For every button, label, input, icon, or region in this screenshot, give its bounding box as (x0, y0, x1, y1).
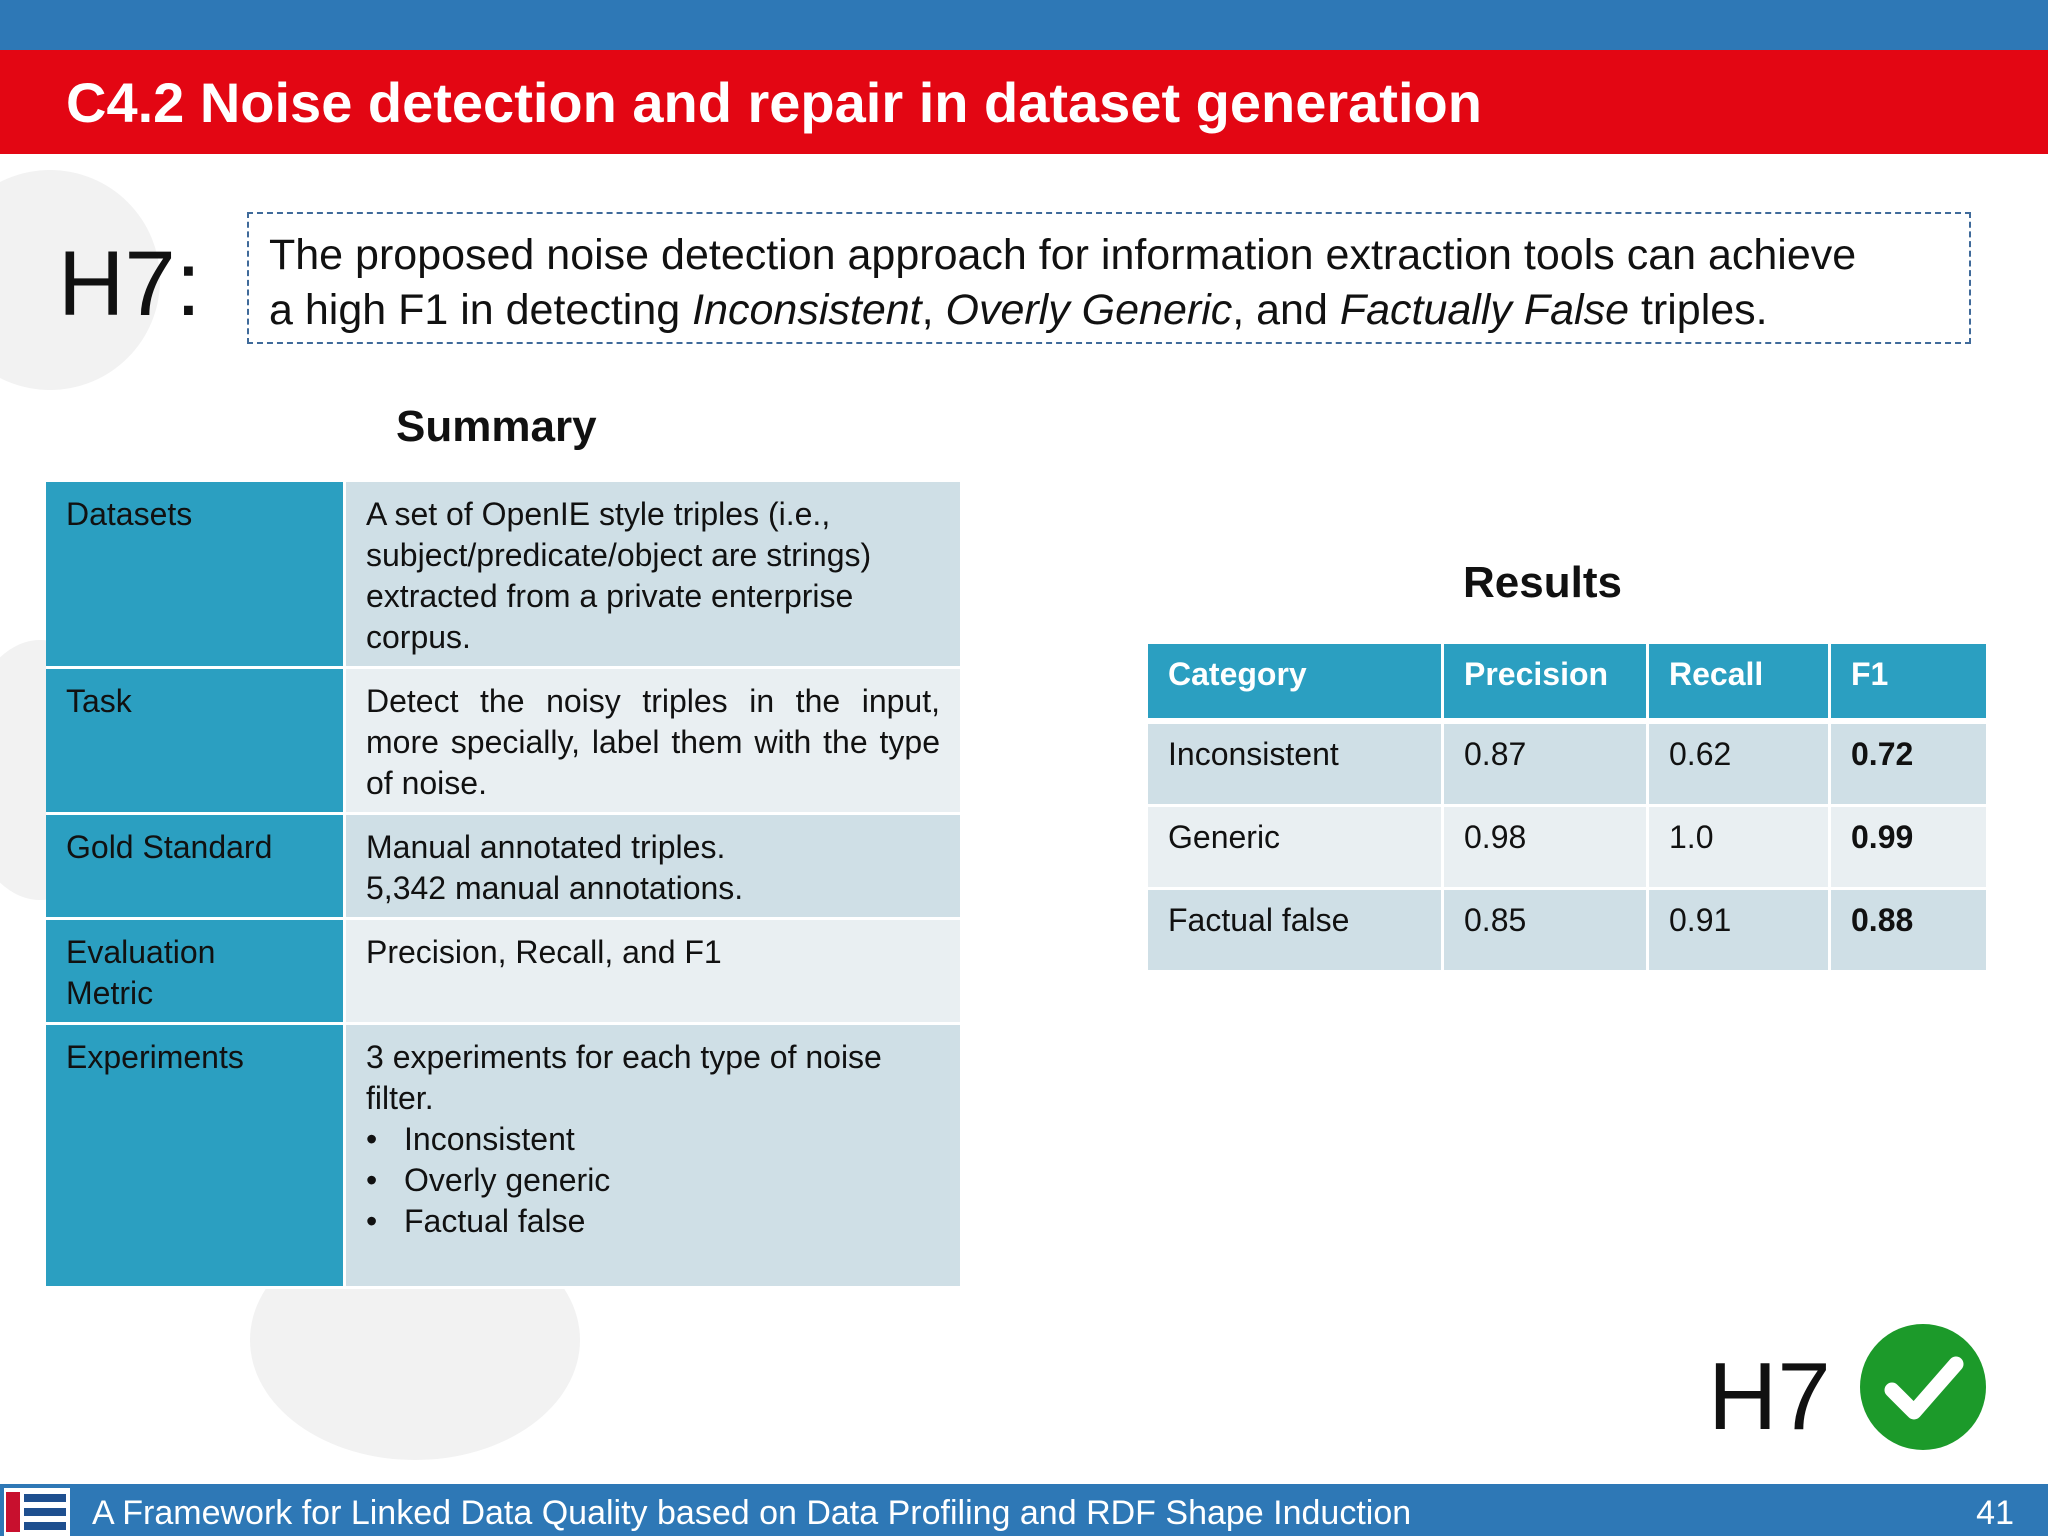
f1-cell: 0.72 (1831, 724, 1986, 807)
summary-row (46, 920, 960, 1025)
summary-text-line: corpus. (366, 619, 471, 655)
summary-text-line: 5,342 manual annotations. (366, 870, 744, 906)
summary-text-line: A set of OpenIE style triples (i.e., (366, 496, 831, 532)
hypothesis-label: H7: (58, 233, 202, 335)
top-band (0, 0, 2048, 50)
table-row (1148, 807, 1986, 890)
results-table (1148, 644, 1986, 973)
hypothesis-term: Inconsistent (692, 286, 922, 334)
hypothesis-box (247, 212, 1971, 344)
title-bar (0, 50, 2048, 154)
list-item: • Overly generic (366, 1160, 940, 1201)
summary-value (346, 482, 960, 669)
recall-cell: 0.62 (1649, 724, 1831, 807)
hypothesis-term: Factually False (1339, 286, 1630, 334)
column-header: F1 (1831, 644, 1986, 724)
list-item: • Factual false (366, 1201, 940, 1242)
summary-label (46, 920, 346, 1025)
footer-bar (0, 1484, 2048, 1536)
precision-cell: 0.85 (1444, 890, 1649, 973)
summary-table (46, 482, 960, 1289)
summary-label: Task (46, 669, 346, 815)
precision-cell: 0.98 (1444, 807, 1649, 890)
recall-cell: 1.0 (1649, 807, 1831, 890)
f1-cell: 0.88 (1831, 890, 1986, 973)
summary-text-line: Manual annotated triples. (366, 829, 726, 865)
summary-label: Datasets (46, 482, 346, 669)
summary-text-line: extracted from a private enterprise (366, 578, 854, 614)
summary-row (46, 1025, 960, 1289)
recall-cell: 0.91 (1649, 890, 1831, 973)
category-cell: Factual false (1148, 890, 1444, 973)
hypothesis-line-2 (269, 283, 1949, 338)
summary-value: Detect the noisy triples in the input, more specially, label them with the type of noise. (346, 669, 960, 815)
hypothesis-text: a high F1 in detecting (269, 286, 693, 334)
hypothesis-line-1: The proposed noise detection approach for information extraction tools can achieve (269, 231, 1857, 279)
summary-text-line: 3 experiments for each type of noise (366, 1039, 882, 1075)
check-circle-icon (1858, 1322, 1988, 1452)
summary-label-line: Evaluation (66, 934, 216, 970)
summary-value (346, 1025, 960, 1289)
footer-title: A Framework for Linked Data Quality based on Data Profiling and RDF Shape Induction (92, 1494, 1412, 1532)
column-header: Recall (1649, 644, 1831, 724)
list-item: • Inconsistent (366, 1119, 940, 1160)
page-number: 41 (1976, 1494, 2014, 1532)
column-header: Precision (1444, 644, 1649, 724)
hypothesis-text: triples. (1629, 286, 1768, 334)
verdict-label: H7 (1708, 1343, 1831, 1450)
table-row (1148, 724, 1986, 807)
category-cell: Inconsistent (1148, 724, 1444, 807)
summary-row (46, 669, 960, 815)
results-header-row (1148, 644, 1986, 724)
summary-value: Precision, Recall, and F1 (346, 920, 960, 1025)
summary-label: Experiments (46, 1025, 346, 1289)
category-cell: Generic (1148, 807, 1444, 890)
results-title: Results (1463, 558, 1622, 607)
summary-label: Gold Standard (46, 815, 346, 920)
column-header: Category (1148, 644, 1444, 724)
summary-text-line: subject/predicate/object are strings) (366, 537, 872, 573)
hypothesis-term: Overly Generic (945, 286, 1233, 334)
table-row (1148, 890, 1986, 973)
summary-row (46, 482, 960, 669)
f1-cell: 0.99 (1831, 807, 1986, 890)
slide-title: C4.2 Noise detection and repair in dataset generation (66, 71, 1482, 134)
university-logo-icon (4, 1488, 70, 1536)
summary-text-line: filter. (366, 1080, 434, 1116)
summary-value (346, 815, 960, 920)
summary-row (46, 815, 960, 920)
hypothesis-text: , and (1232, 286, 1340, 334)
noise-type-list (366, 1119, 940, 1242)
precision-cell: 0.87 (1444, 724, 1649, 807)
summary-title: Summary (396, 402, 597, 451)
hypothesis-text: , (921, 286, 946, 334)
summary-label-line: Metric (66, 975, 154, 1011)
